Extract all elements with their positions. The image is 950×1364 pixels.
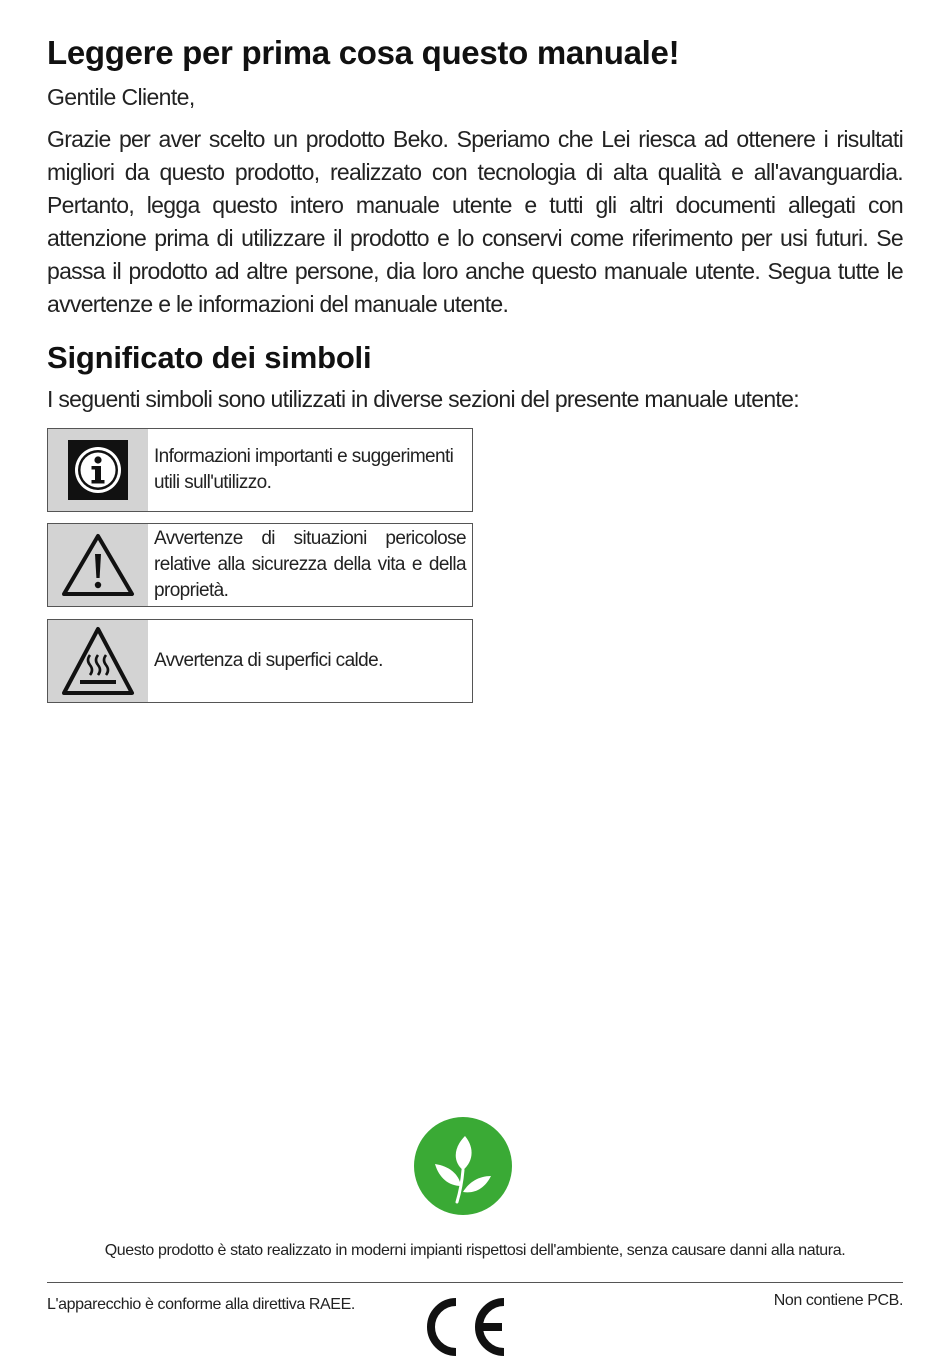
symbol-row-info bbox=[47, 428, 473, 512]
hot-surface-icon bbox=[48, 620, 148, 702]
footer-divider bbox=[47, 1282, 903, 1283]
intro-paragraph: Grazie per aver scelto un prodotto Beko. Speriamo che Lei riesca ad ottenere i risultati migliori da questo prodotto, realizzato con tecnologia di alta qualità e all'avanguardia. Pertanto, legga questo intero manuale utente e tutti gli altri documenti allegati con attenzione prima di utilizzare il prodotto e lo conservi come riferimento per usi futuri. Se passa il prodotto ad altre persone, dia loro anche questo manuale utente. Segua tutte le avvertenze e le informazioni del manuale utente. bbox=[47, 126, 903, 317]
greeting: Gentile Cliente, bbox=[47, 84, 195, 110]
pcb-statement: Non contiene PCB. bbox=[773, 1292, 903, 1309]
symbol-text: Avvertenze di situazioni pericolose relative alla sicurezza della vita e della proprietà. bbox=[154, 528, 466, 601]
symbol-row-warning bbox=[47, 523, 473, 607]
leaf-icon bbox=[413, 1116, 513, 1216]
symbol-text: Avvertenza di superfici calde. bbox=[154, 650, 383, 671]
warning-icon bbox=[48, 524, 148, 606]
symbols-title: Significato dei simboli bbox=[47, 340, 372, 375]
eco-statement: Questo prodotto è stato realizzato in moderni impianti rispettosi dell'ambiente, senza causare danni alla natura. bbox=[104, 1242, 846, 1259]
page-title: Leggere per prima cosa questo manuale! bbox=[47, 34, 680, 71]
symbol-text: Informazioni importanti e suggerimenti utili sull'utilizzo. bbox=[154, 446, 454, 493]
symbol-row-hot-surface bbox=[47, 619, 473, 703]
ce-mark-icon bbox=[418, 1296, 510, 1358]
info-icon bbox=[48, 429, 148, 511]
raee-statement: L'apparecchio è conforme alla direttiva RAEE. bbox=[47, 1296, 355, 1313]
symbols-intro: I seguenti simboli sono utilizzati in diverse sezioni del presente manuale utente: bbox=[47, 386, 799, 412]
